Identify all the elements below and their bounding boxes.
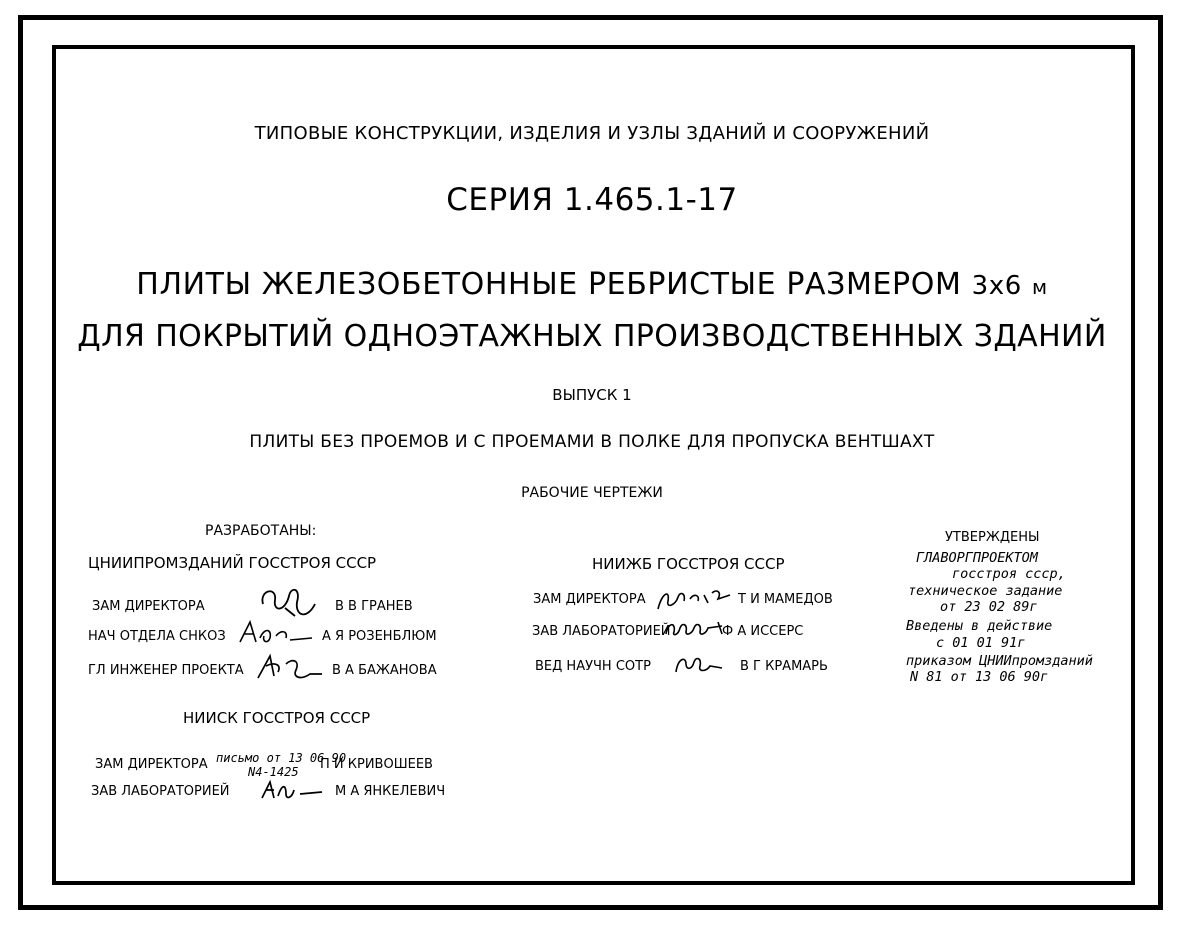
title-unit: м	[1032, 275, 1048, 299]
developed-label: РАЗРАБОТАНЫ:	[205, 523, 317, 539]
org1-person-1: В В ГРАНЕВ	[335, 599, 413, 614]
signature-yankelevich	[256, 776, 326, 806]
org1-person-2: А Я РОЗЕНБЛЮМ	[322, 629, 437, 644]
signature-granev	[255, 582, 325, 622]
org1-role-1: ЗАМ ДИРЕКТОРА	[92, 599, 205, 614]
org3-name: НИИЖБ ГОССТРОЯ СССР	[592, 555, 785, 573]
approved-line-6: с 01 01 91г	[936, 635, 1026, 651]
approved-line-5: Введены в действие	[906, 618, 1053, 634]
org2-role-2: ЗАВ ЛАБОРАТОРИЕЙ	[91, 784, 230, 799]
org3-role-1: ЗАМ ДИРЕКТОРА	[533, 592, 646, 607]
org2-letter-note-1: письмо от 13 06 90	[216, 751, 347, 765]
org3-person-2: Ф А ИССЕРС	[722, 624, 804, 639]
title-line-2: ДЛЯ ПОКРЫТИЙ ОДНОЭТАЖНЫХ ПРОИЗВОДСТВЕННЫХ ЗДАНИЙ	[77, 319, 1107, 354]
signature-bazhanova	[252, 650, 327, 684]
org3-role-2: ЗАВ ЛАБОРАТОРИЕЙ	[532, 624, 671, 639]
signature-rozenblyum	[236, 618, 316, 648]
subtitle: ПЛИТЫ БЕЗ ПРОЕМОВ И С ПРОЕМАМИ В ПОЛКЕ ДЛЯ ПРОПУСКА ВЕНТШАХТ	[249, 432, 935, 452]
approved-line-7: приказом ЦНИИпромзданий	[906, 653, 1093, 669]
document-type: РАБОЧИЕ ЧЕРТЕЖИ	[521, 485, 663, 501]
org2-name: НИИСК ГОССТРОЯ СССР	[183, 709, 371, 727]
title-line-1	[0, 267, 1184, 302]
approved-line-8: N 81 от 13 06 90г	[910, 669, 1049, 685]
org1-role-2: НАЧ ОТДЕЛА СНКОЗ	[88, 629, 226, 644]
approved-line-3: техническое задание	[908, 583, 1063, 599]
org2-role-1: ЗАМ ДИРЕКТОРА	[95, 757, 208, 772]
org2-letter-note-2: N4-1425	[248, 765, 299, 779]
issue-label: ВЫПУСК 1	[552, 386, 632, 404]
org3-person-1: Т И МАМЕДОВ	[738, 592, 833, 607]
org2-person-2: М А ЯНКЕЛЕВИЧ	[335, 784, 446, 799]
approved-line-4: от 23 02 89г	[940, 599, 1038, 615]
org2-person-1: П И КРИВОШЕЕВ	[320, 757, 433, 772]
approved-line-2: госстроя ссср,	[952, 566, 1066, 582]
org1-role-3: ГЛ ИНЖЕНЕР ПРОЕКТА	[88, 663, 244, 678]
org1-name: ЦНИИПРОМЗДАНИЙ ГОССТРОЯ СССР	[88, 554, 377, 572]
title-size: 3x6	[971, 271, 1022, 301]
collection-header: ТИПОВЫЕ КОНСТРУКЦИИ, ИЗДЕЛИЯ И УЗЛЫ ЗДАНИЙ И СООРУЖЕНИЙ	[254, 123, 930, 144]
org3-person-3: В Г КРАМАРЬ	[740, 659, 828, 674]
approved-line-1: ГЛАВОРГПРОЕКТОМ	[916, 550, 1038, 566]
signature-kramar	[670, 650, 730, 678]
inner-frame	[52, 45, 1135, 885]
series-number: СЕРИЯ 1.465.1-17	[446, 182, 738, 218]
org3-role-3: ВЕД НАУЧН СОТР	[535, 659, 651, 674]
approved-label: УТВЕРЖДЕНЫ	[945, 530, 1040, 545]
title-line-1-text: ПЛИТЫ ЖЕЛЕЗОБЕТОННЫЕ РЕБРИСТЫЕ РАЗМЕРОМ	[136, 267, 962, 302]
org1-person-3: В А БАЖАНОВА	[332, 663, 437, 678]
signature-mamedov	[652, 583, 737, 613]
